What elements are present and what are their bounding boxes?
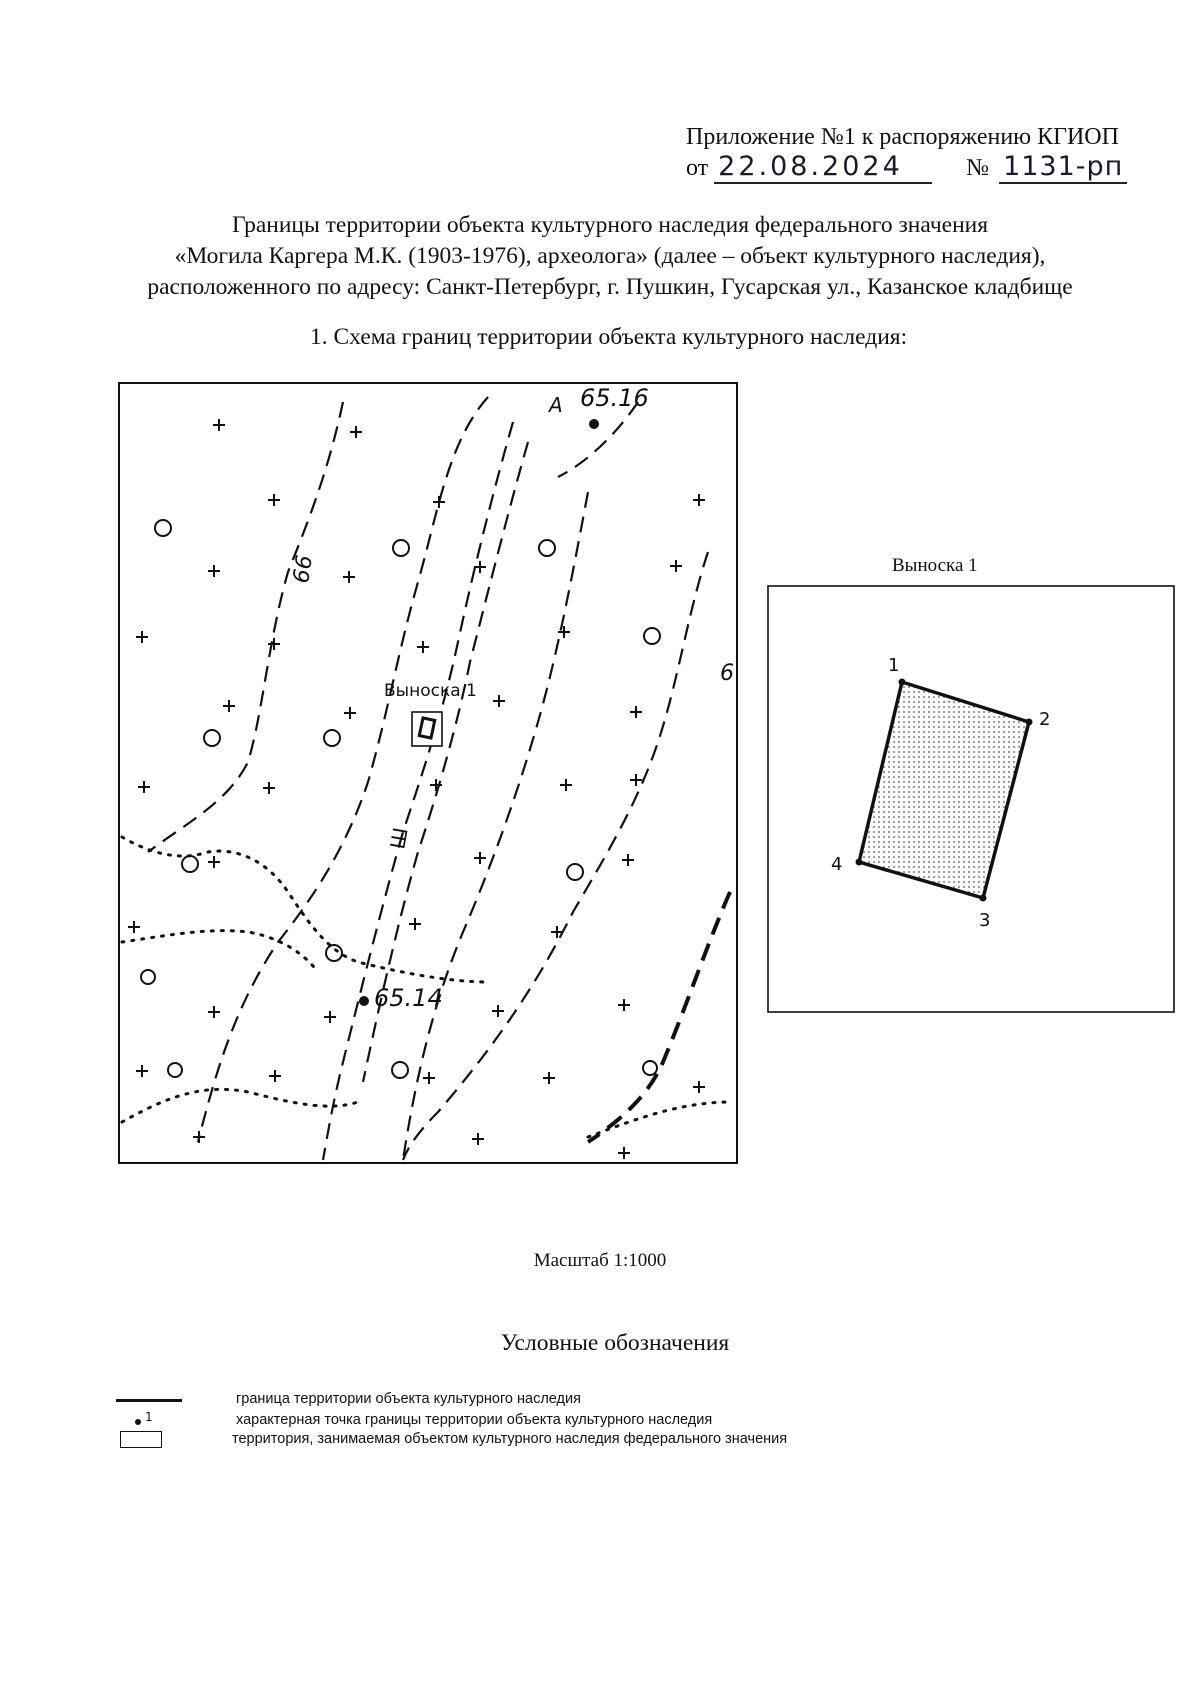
contour-label-66: 66 — [289, 553, 318, 585]
map-callout-label: Выноска 1 — [384, 681, 477, 701]
point-4-marker — [856, 859, 863, 866]
legend-rect-symbol — [120, 1431, 162, 1448]
legend-text-point: характерная точка границы территории объекта культурного наследия — [236, 1412, 713, 1428]
legend-text-territory: территория, занимаемая объектом культурного наследия федерального значения — [232, 1431, 788, 1447]
boundary-map — [118, 382, 738, 1164]
document-title — [60, 210, 1160, 303]
elevation-point-bottom — [359, 996, 369, 1006]
title-line-1: Границы территории объекта культурного наследия федерального значения — [231, 212, 989, 238]
scale-label: Масштаб 1:1000 — [533, 1250, 667, 1271]
number-label: № — [966, 155, 990, 181]
road-mark: Ш — [385, 825, 413, 851]
point-4-label: 4 — [831, 854, 843, 875]
title-line-3: расположенного по адресу: Санкт-Петербург, г. Пушкин, Гусарская ул., Казанское кладбище — [147, 274, 1073, 300]
point-2-marker — [1026, 719, 1033, 726]
map-frame — [119, 383, 737, 1163]
legend-title: Условные обозначения — [500, 1330, 730, 1356]
legend-line-symbol — [116, 1399, 182, 1402]
callout-detail — [767, 585, 1175, 1013]
callout-title: Выноска 1 — [892, 555, 978, 576]
elevation-label-top: 65.16 — [580, 384, 649, 412]
point-3-marker — [980, 895, 987, 902]
contour-label-6: 6 — [720, 661, 734, 686]
point-1-marker — [899, 679, 906, 686]
legend-item-territory — [0, 1428, 1200, 1452]
order-date: 22.08.2024 — [714, 152, 932, 184]
point-1-label: 1 — [888, 655, 900, 676]
letter-a: А — [549, 393, 563, 417]
from-label: от — [686, 155, 709, 181]
point-2-label: 2 — [1039, 709, 1051, 730]
section-1-heading: 1. Схема границ территории объекта культурного наследия: — [310, 324, 908, 350]
elevation-point-top — [589, 419, 599, 429]
order-number: 1131-рп — [999, 152, 1127, 184]
order-line — [686, 152, 1127, 184]
point-3-label: 3 — [979, 910, 991, 931]
legend-text-boundary: граница территории объекта культурного наследия — [236, 1391, 581, 1407]
title-line-2: «Могила Каргера М.К. (1903-1976), археолога» (далее – объект культурного наследия), — [174, 243, 1046, 269]
legend-point-number: 1 — [145, 1410, 153, 1424]
appendix-label: Приложение №1 к распоряжению КГИОП — [686, 124, 1119, 150]
callout-frame — [412, 712, 442, 746]
elevation-label-bottom: 65.14 — [374, 984, 443, 1012]
